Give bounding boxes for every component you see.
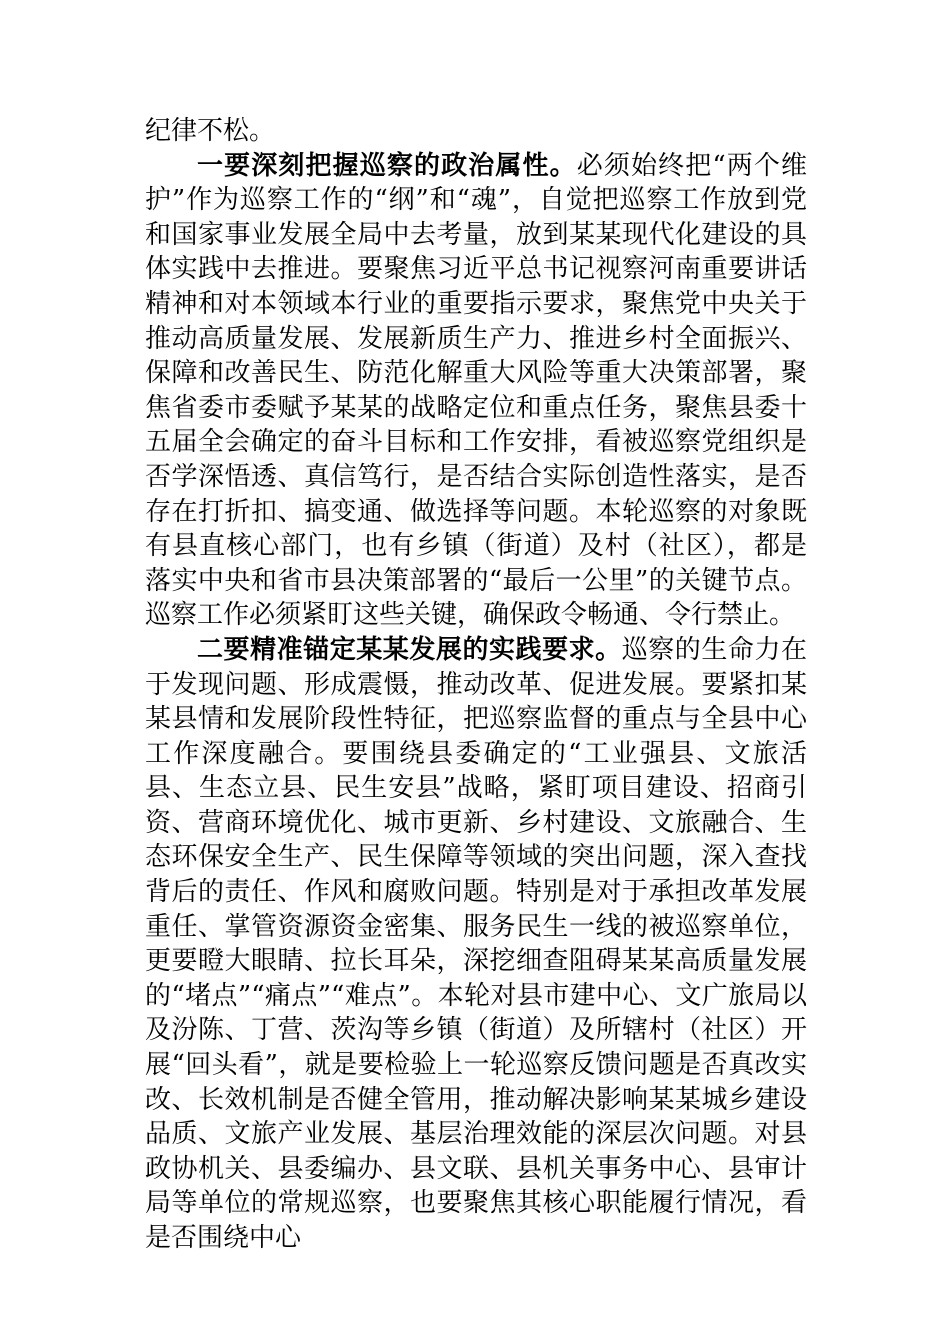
paragraph-body: 巡察的生命力在于发现问题、形成震慑，推动改革、促进发展。要紧扣某某县情和发展阶段性特征，把巡察监督的重点与全县中心工作深度融合。要围绕县委确定的“工业强县、文旅活县、生态立县、民生安县”战略，紧盯项目建设、招商引资、营商环境优化、城市更新、乡村建设、文旅融合、生态环保安全生产、民生保障等领域的突出问题，深入查找背后的责任、作风和腐败问题。特别是对于承担改革发展重任、掌管资源资金密集、服务民生一线的被巡察单位，更要瞪大眼睛、拉长耳朵，深挖细查阻碍某某高质量发展的“堵点”“痛点”“难点”。本轮对县市建中心、文广旅局以及汾陈、丁营、茨沟等乡镇（街道）及所辖村（社区）开展“回头看”，就是要检验上一轮巡察反馈问题是否真改实改、长效机制是否健全管用，推动解决影响某某城乡建设品质、文旅产业发展、基层治理效能的深层次问题。对县政协机关、县委编办、县文联、县机关事务中心、县审计局等单位的常规巡察，也要聚焦其核心职能履行情况，看是否围绕中心 [145, 634, 807, 1253]
paragraph-body: 必须始终把“两个维护”作为巡察工作的“纲”和“魂”，自觉把巡察工作放到党和国家事业发展全局中去考量，放到某某现代化建设的具体实践中去推进。要聚焦习近平总书记视察河南重要讲话精神和对本领域本行业的重要指示要求，聚焦党中央关于推动高质量发展、发展新质生产力、推进乡村全面振兴、保障和改善民生、防范化解重大风险等重大决策部署，聚焦省委市委赋予某某的战略定位和重点任务，聚焦县委十五届全会确定的奋斗目标和工作安排，看被巡察党组织是否学深悟透、真信笃行，是否结合实际创造性落实，是否存在打折扣、搞变通、做选择等问题。本轮巡察的对象既有县直核心部门，也有乡镇（街道）及村（社区），都是落实中央和省市县决策部署的“最后一公里”的关键节点。巡察工作必须紧盯这些关键，确保政令畅通、令行禁止。 [145, 150, 807, 631]
paragraph-lead: 二要精准锚定某某发展的实践要求。 [197, 634, 622, 665]
paragraph-political-attribute [145, 149, 807, 633]
continuation-line: 纪律不松。 [145, 116, 276, 146]
paragraph-practice-requirements [145, 633, 807, 1256]
document-page [145, 114, 807, 1256]
paragraph-lead: 一要深刻把握巡察的政治属性。 [197, 150, 577, 181]
